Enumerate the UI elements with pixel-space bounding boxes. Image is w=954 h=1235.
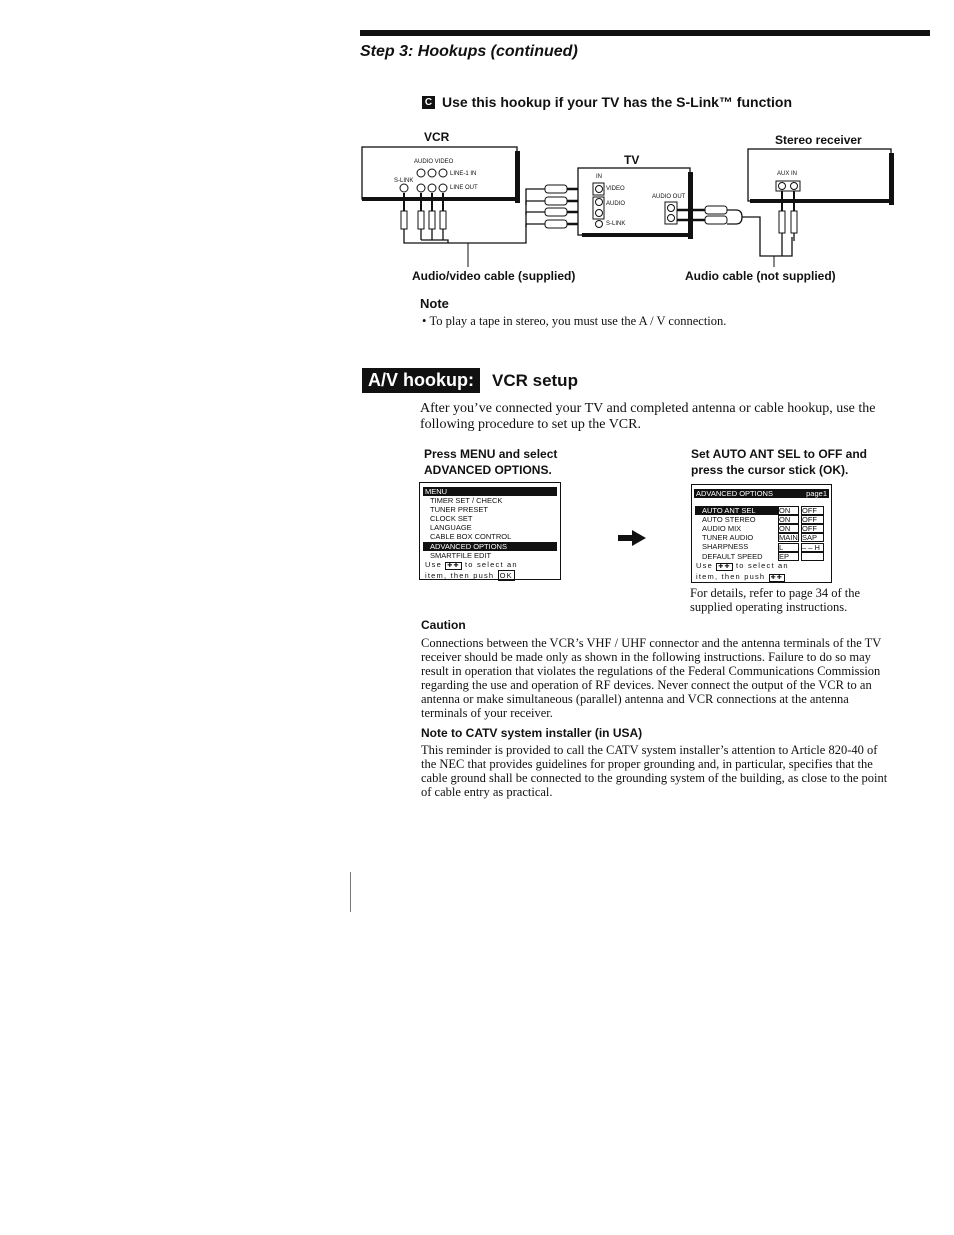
menu-item[interactable]: CLOCK SET bbox=[430, 514, 473, 524]
adv-hint bbox=[692, 561, 831, 572]
tv-audio-out-label: AUDIO OUT bbox=[652, 194, 686, 200]
av-hookup-label: A/V hookup: bbox=[362, 368, 480, 393]
option-value-b[interactable]: SAP bbox=[801, 533, 824, 542]
advanced-options-screen bbox=[691, 484, 832, 583]
tv-slink-label: S-LINK bbox=[606, 221, 626, 227]
menu-item[interactable]: CABLE BOX CONTROL bbox=[430, 532, 512, 542]
menu-item[interactable]: ADVANCED OPTIONS bbox=[423, 542, 557, 551]
margin-rule bbox=[350, 872, 351, 912]
caution-heading: Caution bbox=[421, 618, 466, 632]
adv-hint-line2: item, then push bbox=[696, 571, 766, 581]
option-value-b[interactable]: OFF bbox=[801, 506, 824, 515]
option-label: AUTO ANT SEL bbox=[695, 506, 778, 515]
option-value-b[interactable]: OFF bbox=[801, 524, 824, 533]
option-label: TUNER AUDIO bbox=[702, 533, 754, 543]
hookup-c-title: Use this hookup if your TV has the S-Link™ function bbox=[442, 94, 793, 110]
menu-hint bbox=[420, 560, 560, 571]
left-right-icon: ✚✚ bbox=[770, 574, 784, 581]
menu-screen bbox=[419, 482, 561, 580]
menu-item[interactable]: LANGUAGE bbox=[430, 523, 472, 533]
vcr-plug-3 bbox=[429, 211, 435, 229]
option-row[interactable] bbox=[692, 552, 831, 561]
stereo-plug-1 bbox=[779, 211, 785, 233]
audio-out-plug-2 bbox=[705, 216, 727, 224]
details-reference: For details, refer to page 34 of the supplied operating instructions. bbox=[690, 586, 861, 615]
tv-plug-3 bbox=[545, 208, 567, 216]
step2-heading: Set AUTO ANT SEL to OFF and press the cursor stick (OK). bbox=[691, 447, 868, 477]
tv-plug-1 bbox=[545, 185, 567, 193]
page-title: Step 3: Hookups (continued) bbox=[360, 43, 578, 60]
menu-item[interactable]: SMARTFILE EDIT bbox=[430, 550, 492, 560]
advanced-options-rows bbox=[692, 506, 831, 561]
option-value-b[interactable]: – – H bbox=[801, 543, 824, 552]
vcr-label: VCR bbox=[424, 130, 450, 144]
tv-audio-label: AUDIO bbox=[606, 201, 626, 207]
audio-cable-caption: Audio cable (not supplied) bbox=[685, 269, 836, 283]
menu-hint-2 bbox=[420, 571, 560, 580]
hookup-c-badge: C bbox=[422, 96, 435, 109]
stereo-aux-in-label: AUX IN bbox=[777, 171, 798, 177]
note-body: To play a tape in stereo, you must use the A / V connection. bbox=[429, 314, 727, 328]
vcr-audio-video-label: AUDIO VIDEO bbox=[414, 159, 454, 165]
right-arrow-icon bbox=[618, 530, 646, 546]
step1-heading: Press MENU and select ADVANCED OPTIONS. bbox=[424, 447, 558, 477]
hookup-c-heading bbox=[422, 94, 792, 110]
section-intro: After you’ve connected your TV and completed antenna or cable hookup, use the following procedure to set up the VCR. bbox=[420, 401, 876, 432]
bullet-icon: • bbox=[422, 314, 430, 328]
note-heading: Note bbox=[420, 296, 449, 311]
option-value-a[interactable]: EP bbox=[778, 552, 799, 561]
tv-plug-2 bbox=[545, 197, 567, 205]
option-value-a[interactable]: ON bbox=[778, 506, 799, 515]
menu-hint-line2: item, then push bbox=[425, 570, 495, 580]
header-rule bbox=[360, 30, 930, 36]
option-value-b[interactable]: OFF bbox=[801, 515, 824, 524]
advanced-options-title-bar bbox=[694, 489, 829, 498]
catv-text: This reminder is provided to call the CATV system installer’s attention to Article 820-40 of the NEC that provides guidelines for proper grounding and, in particular, specifies that the cable ground shall be connected to the grounding system of the building, as close to the point of cable entry as practical. bbox=[421, 743, 888, 800]
up-down-icon: ✚✚ bbox=[447, 562, 460, 569]
vcr-slink-label: S-LINK bbox=[394, 178, 414, 184]
option-row[interactable] bbox=[692, 506, 831, 515]
option-value-a[interactable]: MAIN bbox=[779, 533, 798, 543]
audio-out-plug-1 bbox=[705, 206, 727, 214]
option-label: AUTO STEREO bbox=[702, 515, 756, 525]
option-value-a[interactable]: L bbox=[778, 543, 799, 552]
menu-item-list bbox=[420, 496, 560, 560]
caution-text: Connections between the VCR’s VHF / UHF connector and the antenna terminals of the TV receiver should be made only as shown in the following instructions. Failure to do so may result in operation that violates the regulations of the Federal Communications Commission regarding the use and operation of RF devices. Never connect the output of the VCR to an antenna or make simultaneous (parallel) antenna and VCR connections at the antenna terminals of your receiver. bbox=[421, 636, 882, 721]
adv-hint-2 bbox=[692, 572, 831, 583]
note-text bbox=[422, 314, 726, 329]
stereo-plug-2 bbox=[791, 211, 797, 233]
option-value-b[interactable] bbox=[801, 552, 824, 561]
tv-in-label: IN bbox=[596, 174, 602, 180]
menu-hint-use: Use bbox=[425, 559, 442, 569]
page-indicator: page1 bbox=[806, 489, 827, 498]
adv-hint-use: Use bbox=[696, 560, 713, 570]
vcr-line1-in-label: LINE-1 IN bbox=[450, 171, 477, 177]
section-title: VCR setup bbox=[492, 371, 578, 390]
av-cable-caption: Audio/video cable (supplied) bbox=[412, 269, 576, 283]
vcr-plug-4 bbox=[440, 211, 446, 229]
menu-screen-title: MENU bbox=[423, 487, 557, 496]
vcr-plug-2 bbox=[418, 211, 424, 229]
option-value-a[interactable]: ON bbox=[778, 515, 799, 524]
tv-video-label: VIDEO bbox=[606, 186, 625, 192]
option-row[interactable] bbox=[692, 542, 831, 551]
menu-item[interactable]: TIMER SET / CHECK bbox=[430, 496, 503, 506]
adv-hint-line1: to select an bbox=[736, 560, 789, 570]
stereo-receiver-label: Stereo receiver bbox=[775, 133, 862, 147]
option-label: SHARPNESS bbox=[702, 542, 749, 552]
option-label: AUDIO MIX bbox=[702, 524, 742, 534]
ok-button-icon: OK bbox=[499, 570, 513, 580]
tv-label: TV bbox=[624, 153, 640, 167]
menu-item[interactable]: TUNER PRESET bbox=[430, 505, 488, 515]
catv-heading: Note to CATV system installer (in USA) bbox=[421, 726, 643, 740]
option-value-a[interactable]: ON bbox=[778, 524, 799, 533]
stereo-receiver-box bbox=[748, 149, 891, 201]
option-row[interactable] bbox=[692, 533, 831, 542]
option-label: DEFAULT SPEED bbox=[702, 551, 763, 561]
up-down-icon: ✚✚ bbox=[718, 563, 731, 570]
vcr-line-out-label: LINE OUT bbox=[450, 185, 478, 191]
menu-hint-line1: to select an bbox=[465, 559, 518, 569]
tv-plug-4 bbox=[545, 220, 567, 228]
advanced-options-title: ADVANCED OPTIONS bbox=[696, 489, 773, 498]
option-row[interactable] bbox=[692, 515, 831, 524]
option-row[interactable] bbox=[692, 524, 831, 533]
vcr-plug-1 bbox=[401, 211, 407, 229]
